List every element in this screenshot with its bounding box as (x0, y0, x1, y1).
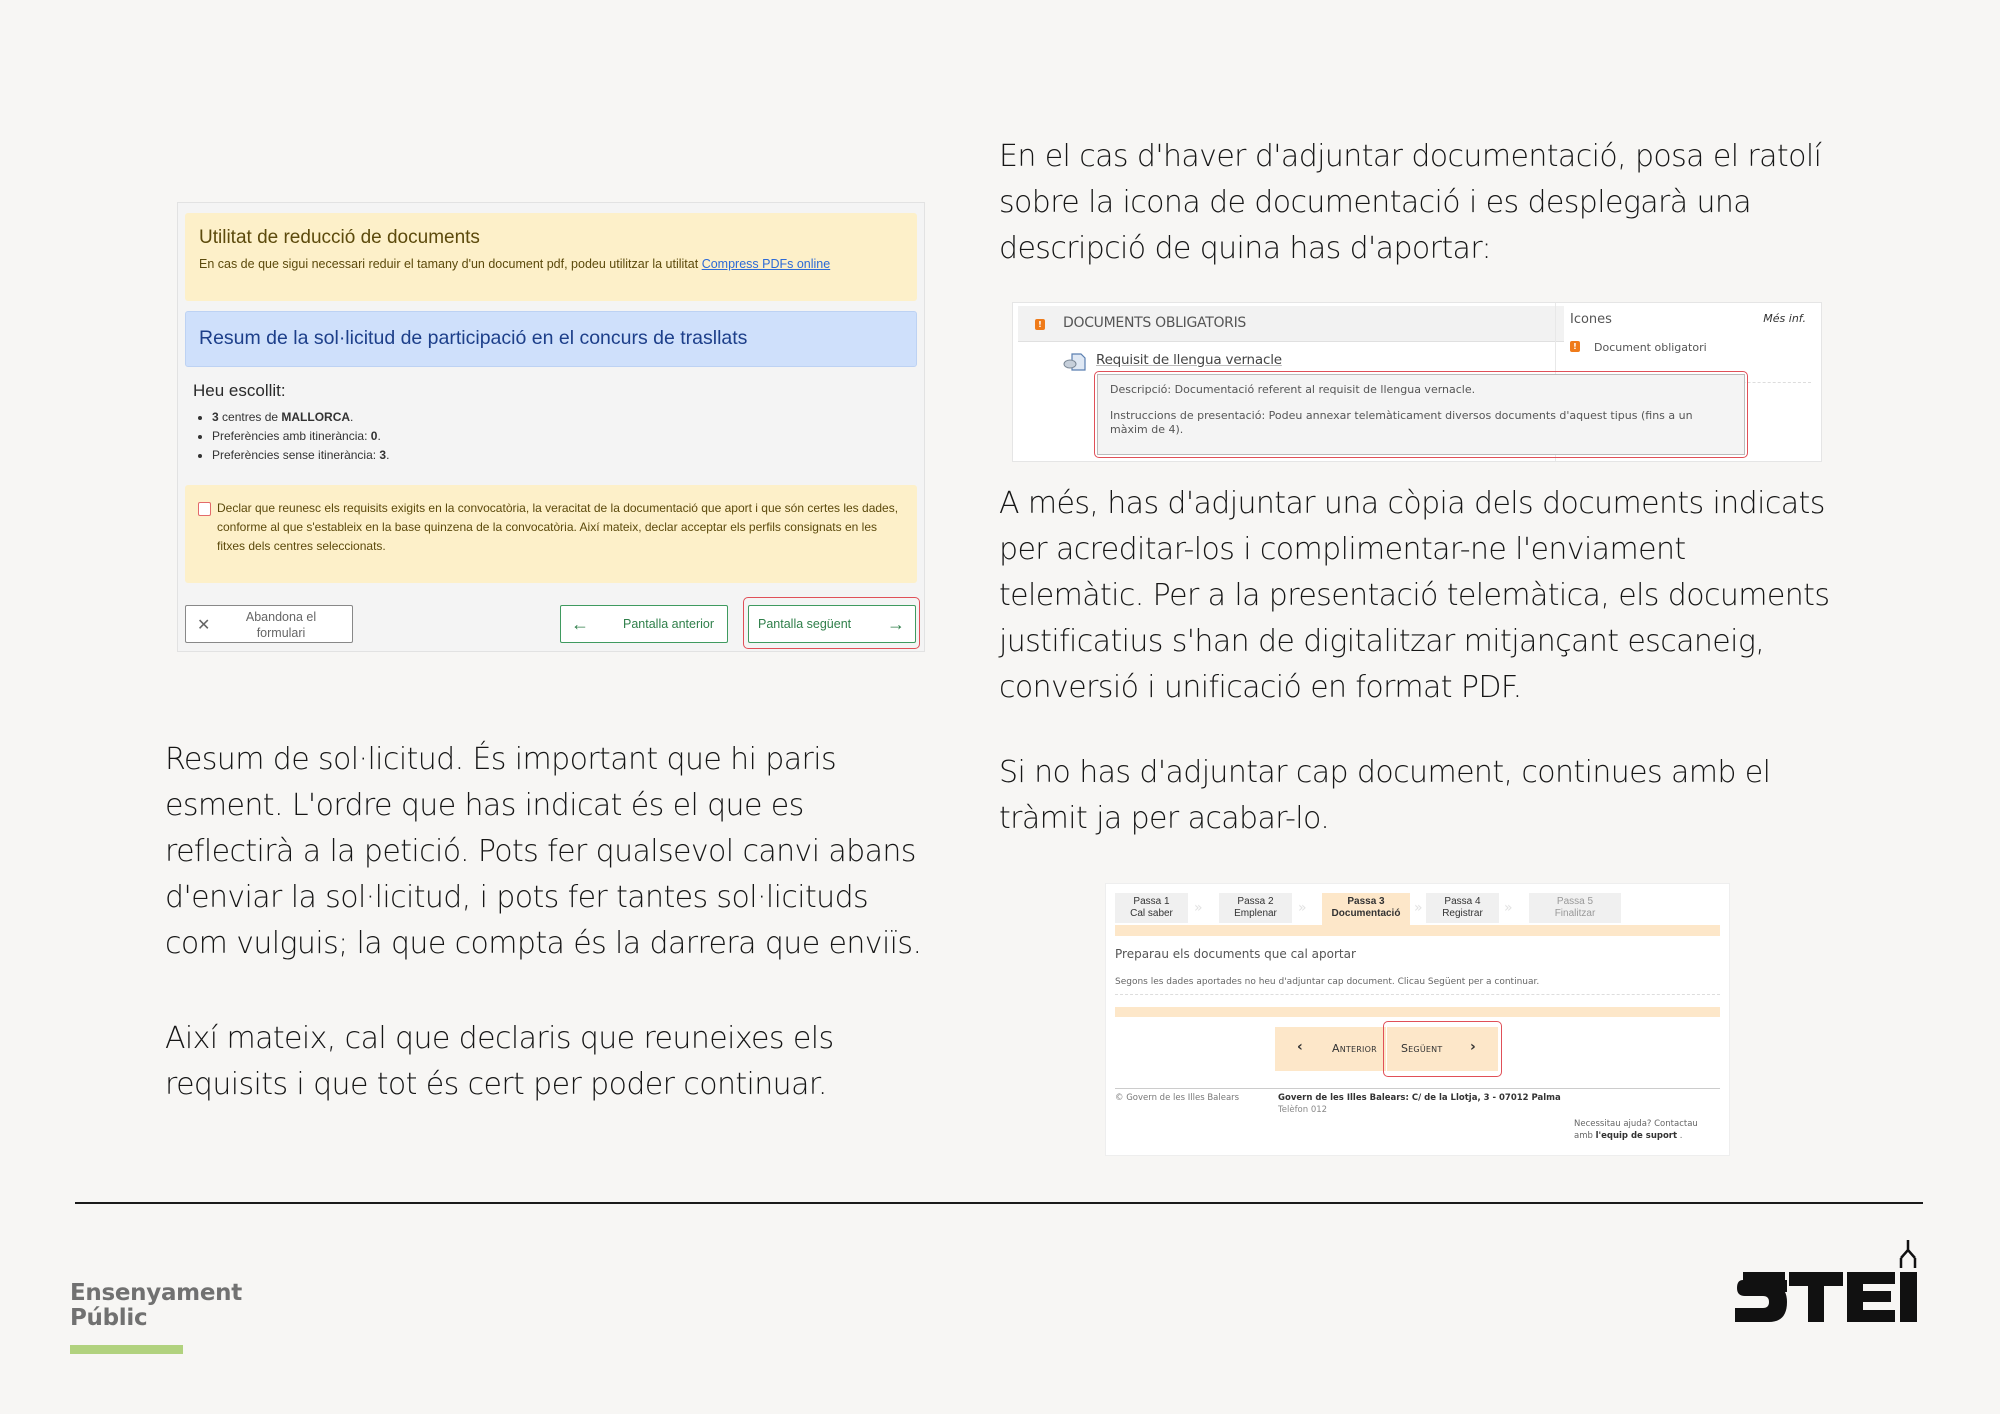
highlight-box (1383, 1021, 1502, 1077)
summary-screenshot (177, 202, 925, 652)
text-line: reflectirà a la petició. Pots fer qualsevol canvi abans (165, 834, 916, 869)
text: Preferències amb itinerància: (212, 429, 371, 443)
left-paragraph-declaration (165, 1016, 834, 1108)
chevron-right-icon: » (1298, 900, 1307, 916)
text: Preferències sense itinerància: (212, 448, 380, 462)
text-line: descripció de quina has d'aportar: (999, 231, 1492, 266)
stei-logo (1735, 1238, 1925, 1333)
step-number: Passa 4 (1444, 896, 1481, 907)
arrow-right-icon: → (887, 614, 905, 634)
help-contact: Contactau (1654, 1119, 1698, 1129)
ensenyament-public-logo (70, 1281, 242, 1354)
copyright: © Govern de les Illes Balears (1115, 1093, 1240, 1103)
text-line: telemàtic. Per a la presentació telemàtica, els documents (999, 578, 1830, 613)
text-line: sobre la icona de documentació i es desplegarà una (999, 185, 1752, 220)
step-label: Registrar (1442, 908, 1483, 919)
step-label: Finalitzar (1554, 908, 1596, 919)
step-number: Passa 2 (1237, 896, 1274, 907)
text-line: per acreditar-los i complimentar-ne l'enviament (999, 532, 1686, 567)
declaration-checkbox[interactable] (198, 502, 211, 516)
logo-line-2: Públic (70, 1305, 148, 1331)
declaration-text: Declar que reunesc els requisits exigits en la convocatòria, la veracitat de la documentació que aport i que són certes les dades, conforme al que s'estableix en la base quinzena de la convocatòria. Així mateix, declar acceptar els perfils consignats en les fitxes dels centres seleccionats. (217, 501, 899, 553)
documents-screenshot (1012, 302, 1822, 462)
text-line: conversió i unificació en format PDF. (999, 670, 1522, 705)
abandon-label: Abandona el formulari (245, 610, 317, 640)
help-with: amb (1574, 1131, 1593, 1141)
mandatory-icon: ! (1570, 341, 1580, 352)
previous-label: Pantalla anterior (623, 617, 715, 631)
highlight-box (1094, 371, 1748, 458)
right-paragraph-copies (999, 481, 1829, 711)
text: . (350, 410, 354, 424)
chevron-right-icon: › (1470, 1039, 1476, 1055)
logo-accent-bar (70, 1345, 183, 1354)
support-team-link[interactable]: l'equip de suport (1595, 1131, 1678, 1141)
text: . (386, 448, 390, 462)
tooltip-description: Descripció: Documentació referent al requisit de llengua vernacle. (1110, 383, 1476, 396)
left-paragraph-summary (165, 737, 921, 967)
step-label: Cal saber (1130, 908, 1173, 919)
previous-button[interactable] (1275, 1027, 1386, 1071)
step-number: Passa 3 (1347, 896, 1385, 907)
text-line: esment. L'ordre que has indicat és el que es (165, 788, 804, 823)
utility-title: Utilitat de reducció de documents (199, 227, 480, 248)
text: . (377, 429, 381, 443)
help-question: Necessitau ajuda? (1574, 1119, 1652, 1129)
step-4 (1426, 893, 1499, 923)
text-line: d'enviar la sol·licitud, i pots fer tantes sol·licituds (165, 880, 869, 915)
navigation-screenshot (1105, 883, 1730, 1156)
declaration-panel (185, 485, 917, 583)
step-number: Passa 1 (1133, 896, 1170, 907)
previous-label: Anterior (1332, 1042, 1377, 1055)
chosen-title: Heu escollit: (193, 381, 286, 400)
chevron-right-icon: » (1194, 900, 1203, 916)
next-screen-button[interactable] (748, 605, 916, 643)
divider (1115, 994, 1720, 995)
divider (1115, 1088, 1720, 1089)
text-line: En el cas d'haver d'adjuntar documentació, posa el ratolí (999, 139, 1822, 174)
actions-band (1115, 1007, 1720, 1017)
value: 3 (212, 410, 219, 424)
documents-header-title: DOCUMENTS OBLIGATORIS (1063, 315, 1247, 331)
previous-screen-button[interactable] (560, 605, 728, 643)
text-line: A més, has d'adjuntar una còpia dels documents indicats (999, 486, 1825, 521)
document-attach-icon[interactable] (1063, 353, 1087, 371)
step-number: Passa 5 (1556, 896, 1594, 907)
requirement-link[interactable]: Requisit de llengua vernacle (1096, 352, 1282, 368)
text-line: Si no has d'adjuntar cap document, continues amb el (999, 755, 1771, 790)
help-text (1574, 1118, 1698, 1142)
tooltip-instructions: Instruccions de presentació: Podeu annexar telemàticament diversos documents d'aquest tipus (fins a un màxim de 4). (1110, 409, 1693, 436)
chosen-item (212, 446, 389, 465)
right-paragraph-no-docs (999, 750, 1770, 842)
documents-header (1018, 306, 1564, 342)
step-1 (1115, 893, 1188, 923)
mandatory-legend: Document obligatori (1594, 341, 1707, 354)
summary-title: Resum de la sol·licitud de participació en el concurs de trasllats (199, 327, 748, 349)
close-icon: ✕ (197, 617, 211, 634)
text-line: Així mateix, cal que declaris que reuneixes els (165, 1021, 834, 1056)
abandon-form-button[interactable] (185, 605, 353, 643)
next-label: Pantalla següent (758, 617, 852, 631)
chevron-right-icon: » (1504, 900, 1513, 916)
utility-panel (185, 213, 917, 301)
help-end: . (1679, 1131, 1683, 1141)
compress-pdfs-link[interactable]: Compress PDFs online (701, 257, 831, 271)
more-info-link[interactable]: Més inf. (1763, 312, 1806, 325)
step-label: Emplenar (1234, 908, 1277, 919)
text-line: requisits i que tot és cert per poder continuar. (165, 1067, 827, 1102)
text-line: Resum de sol·licitud. És important que hi paris (165, 742, 836, 777)
phone: Telèfon 012 (1278, 1105, 1328, 1115)
nav-title: Preparau els documents que cal aportar (1115, 947, 1356, 961)
text-line: com vulguis; la que compta és la darrera que enviïs. (165, 926, 922, 961)
step-label: Documentació (1331, 908, 1401, 919)
footer-divider (75, 1202, 1923, 1204)
value: 3 (379, 448, 387, 462)
value: 0 (370, 429, 378, 443)
address: Govern de les Illes Balears: C/ de la Llotja, 3 - 07012 Palma (1278, 1093, 1561, 1103)
chosen-list (212, 408, 389, 465)
mandatory-icon: ! (1035, 319, 1045, 330)
chevron-right-icon: » (1414, 900, 1423, 916)
utility-text (199, 257, 830, 271)
step-5 (1529, 893, 1621, 923)
next-label: Següent (1401, 1042, 1443, 1055)
text-line: justificatius s'han de digitalitzar mitjançant escaneig, (999, 624, 1765, 659)
nav-subtitle: Segons les dades aportades no heu d'adjuntar cap document. Clicau Següent per a continuar. (1115, 977, 1540, 987)
step-2 (1219, 893, 1292, 923)
arrow-left-icon: ← (571, 614, 589, 634)
utility-text-body: En cas de que sigui necessari reduir el tamany d'un document pdf, podeu utilitzar la utilitat (199, 257, 699, 271)
text: centres de (218, 410, 282, 424)
right-paragraph-documentation (999, 134, 1821, 272)
text-line: tràmit ja per acabar-lo. (999, 801, 1330, 836)
chosen-item (212, 408, 389, 427)
logo-line-1: Ensenyament (70, 1280, 242, 1306)
value: MALLORCA (281, 410, 351, 424)
step-band (1115, 925, 1720, 936)
chevron-left-icon: ‹ (1297, 1039, 1303, 1055)
summary-header (185, 311, 917, 367)
chosen-item (212, 427, 389, 446)
icons-title: Icones (1570, 312, 1612, 327)
